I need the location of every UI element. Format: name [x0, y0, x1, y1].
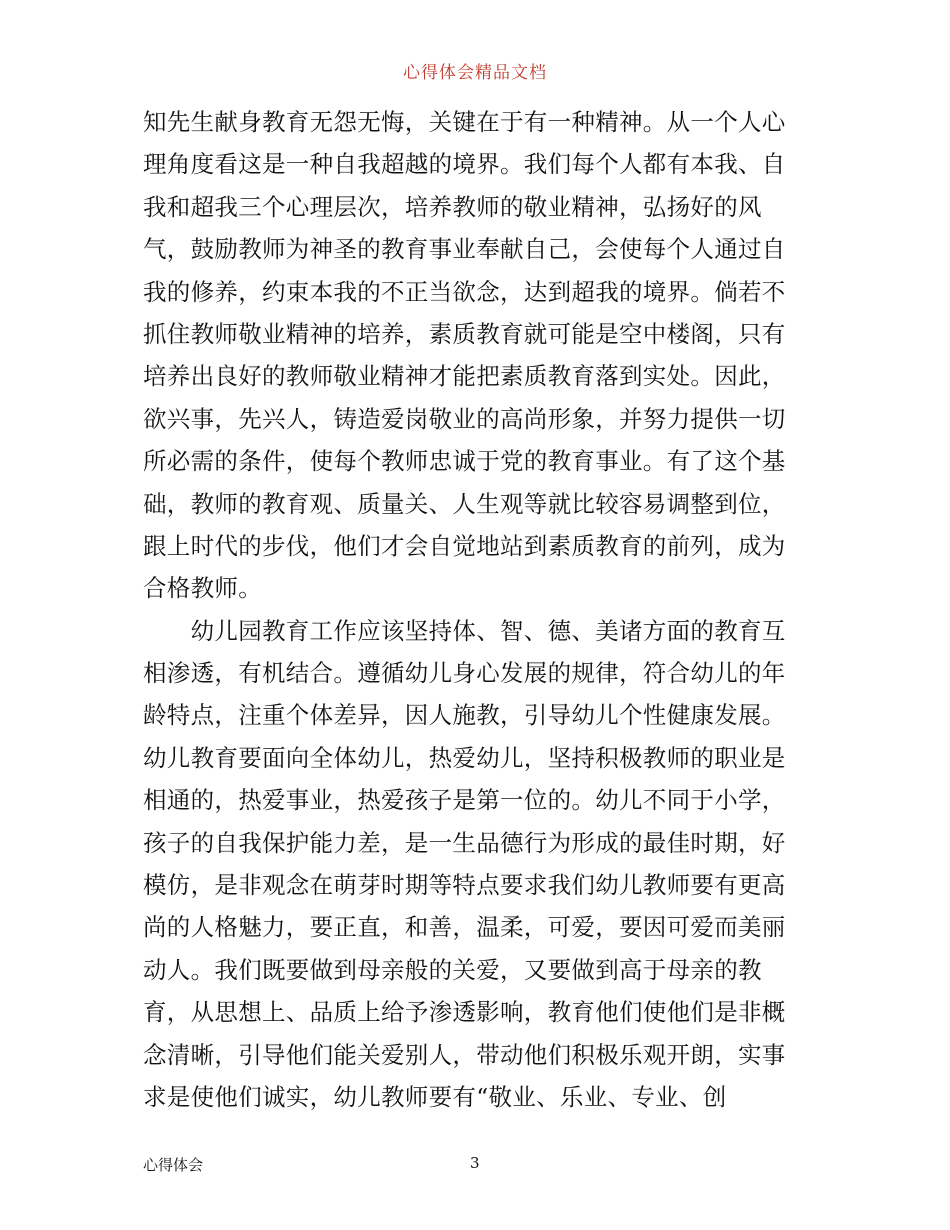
text-line: 相渗透，有机结合。遵循幼儿身心发展的规律，符合幼儿的年 — [143, 659, 786, 688]
page-header-title: 心得体会精品文档 — [403, 63, 547, 83]
text-line: 理角度看这是一种自我超越的境界。我们每个人都有本我、自 — [143, 150, 786, 179]
text-line: 念清晰，引导他们能关爱别人，带动他们积极乐观开朗，实事 — [143, 1040, 786, 1069]
text-line: 知先生献身教育无怨无悔，关键在于有一种精神。从一个人心 — [143, 108, 786, 136]
text-line: 所必需的条件，使每个教师忠诚于党的教育事业。有了这个基 — [143, 447, 786, 476]
text-line: 抓住教师敬业精神的培养，素质教育就可能是空中楼阁，只有 — [143, 319, 786, 348]
text-line: 求是使他们诚实，幼儿教师要有“敬业、乐业、专业、创 — [143, 1082, 727, 1111]
text-line: 我和超我三个心理层次，培养教师的敬业精神，弘扬好的风 — [143, 192, 762, 221]
text-line: 跟上时代的步伐，他们才会自觉地站到素质教育的前列，成为 — [143, 531, 786, 560]
text-line: 础，教师的教育观、质量关、人生观等就比较容易调整到位， — [143, 489, 786, 518]
text-line: 动人。我们既要做到母亲般的关爱，又要做到高于母亲的教 — [143, 955, 762, 984]
text-line: 模仿，是非观念在萌芽时期等特点要求我们幼儿教师要有更高 — [143, 871, 786, 900]
text-line: 欲兴事，先兴人，铸造爱岗敬业的高尚形象，并努力提供一切 — [143, 404, 786, 433]
text-line: 孩子的自我保护能力差，是一生品德行为形成的最佳时期，好 — [143, 828, 786, 857]
text-line: 幼儿园教育工作应该坚持体、智、德、美诸方面的教育互 — [143, 616, 786, 645]
text-line: 我的修养，约束本我的不正当欲念，达到超我的境界。倘若不 — [143, 277, 786, 306]
text-line: 相通的，热爱事业，热爱孩子是第一位的。幼儿不同于小学， — [143, 786, 786, 815]
text-line: 合格教师。 — [143, 574, 262, 603]
document-body — [143, 101, 813, 1118]
page-number: 3 — [470, 1154, 480, 1172]
text-line: 尚的人格魅力，要正直，和善，温柔，可爱，要因可爱而美丽 — [143, 913, 786, 942]
text-line: 育，从思想上、品质上给予渗透影响，教育他们使他们是非概 — [143, 998, 786, 1027]
footer-label: 心得体会 — [143, 1156, 204, 1174]
text-line: 龄特点，注重个体差异，因人施教，引导幼儿个性健康发展。 — [143, 701, 786, 730]
text-line: 气，鼓励教师为神圣的教育事业奉献自己，会使每个人通过自 — [143, 235, 786, 264]
text-line: 培养出良好的教师敬业精神才能把素质教育落到实处。因此， — [143, 362, 786, 391]
text-line: 幼儿教育要面向全体幼儿，热爱幼儿，坚持积极教师的职业是 — [143, 743, 786, 772]
